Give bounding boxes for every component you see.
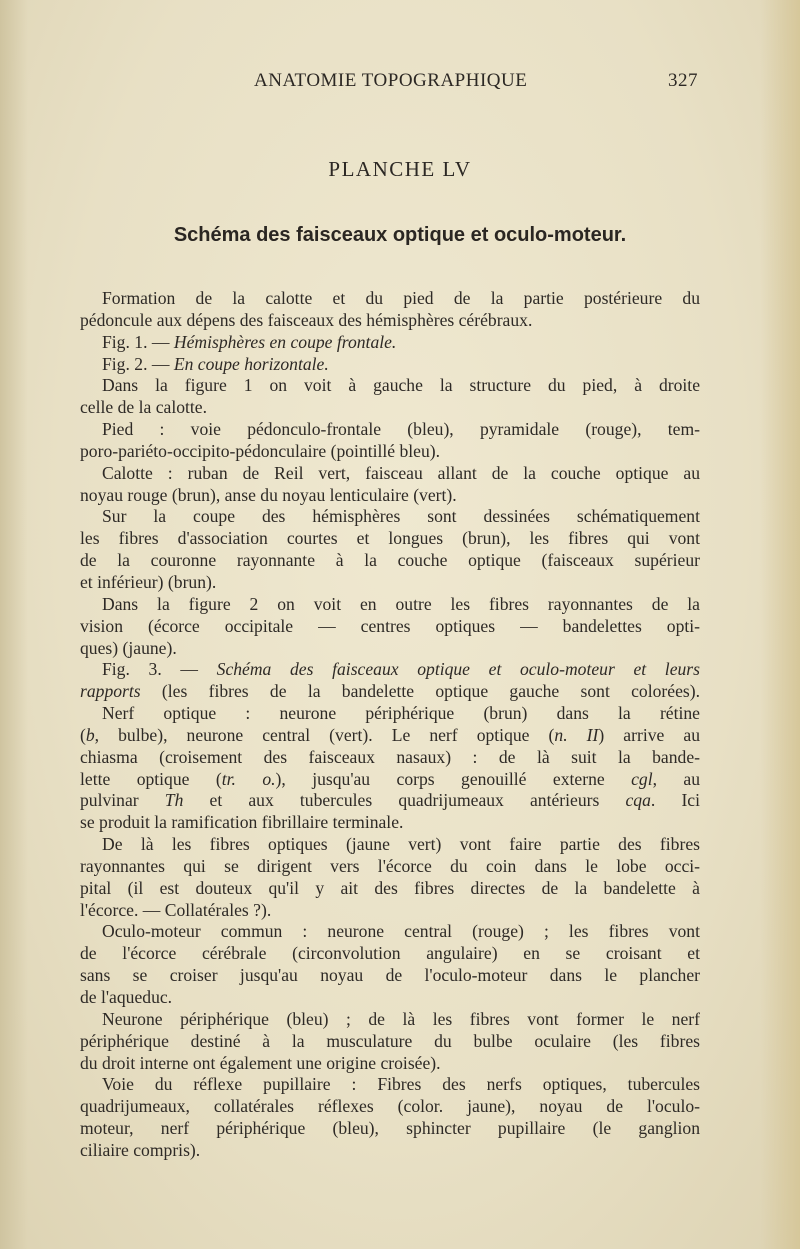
text-segment: ( (80, 724, 86, 745)
text-line: du droit interne ont également une origine croisée). (80, 1052, 441, 1073)
text-line: l'écorce. — Collatérales ?). (80, 899, 272, 920)
abbreviation: tr. o. (221, 768, 276, 789)
text-line: Neurone périphérique (bleu) ; de là les fibres vont former le nerf (102, 1008, 700, 1029)
abbreviation: Th (164, 790, 184, 811)
text-line: Voie du réflexe pupillaire : Fibres des nerfs optiques, tubercules (102, 1074, 700, 1095)
text-line (80, 769, 700, 791)
text-segment: lette optique ( (80, 768, 222, 789)
running-title: ANATOMIE TOPOGRAPHIQUE (254, 70, 528, 91)
text-line: de l'écorce cérébrale (circonvolution angulaire) en se croisant et (80, 943, 700, 964)
page-number: 327 (668, 70, 698, 91)
abbreviation: cqa (625, 790, 651, 811)
fig-caption: rapports (80, 681, 141, 702)
text-line: et inférieur) (brun). (80, 571, 217, 592)
text-segment: . Ici (650, 790, 700, 811)
plate-title: PLANCHE LV (328, 157, 472, 181)
text-line: Oculo-moteur commun : neurone central (rouge) ; les fibres vont (102, 921, 700, 942)
text-line: noyau rouge (brun), anse du noyau lenticulaire (vert). (80, 484, 457, 505)
text-line: pédoncule aux dépens des faisceaux des hémisphères cérébraux. (80, 309, 533, 330)
text-line: moteur, nerf périphérique (bleu), sphincter pupillaire (le ganglion (80, 1118, 700, 1139)
abbreviation: cgl (631, 768, 653, 789)
text-segment: ), jusqu'au corps genouillé externe (275, 768, 632, 789)
fig-caption: En coupe horizontale. (173, 353, 329, 374)
body-text (80, 288, 700, 1162)
text-line: Sur la coupe des hémisphères sont dessinées schématiquement (102, 506, 700, 527)
text-segment: , bulbe), neurone central (vert). Le nerf optique ( (94, 724, 555, 745)
abbreviation: n. II (554, 724, 599, 745)
text-line: Dans la figure 2 on voit en outre les fibres rayonnantes de la (102, 593, 700, 614)
text-line: chiasma (croisement des faisceaux nasaux) : de là suit la bande- (80, 746, 700, 767)
text-line: de la couronne rayonnante à la couche optique (faisceaux supérieur (80, 550, 700, 571)
text-line: les fibres d'association courtes et longues (brun), les fibres qui vont (80, 528, 700, 549)
text-segment: pulvinar (80, 790, 165, 811)
text-line: vision (écorce occipitale — centres optiques — bandelettes opti- (80, 615, 700, 636)
fig-caption: Hémisphères en coupe frontale. (173, 331, 397, 352)
text-line (80, 790, 700, 812)
figure-caption-line (80, 681, 700, 703)
text-segment: (les fibres de la bandelette optique gauche sont colorées). (140, 681, 700, 702)
text-line: poro-pariéto-occipito-pédonculaire (pointillé bleu). (80, 440, 441, 461)
text-line: quadrijumeaux, collatérales réflexes (color. jaune), noyau de l'oculo- (80, 1096, 700, 1117)
text-line: se produit la ramification fibrillaire terminale. (80, 812, 404, 833)
text-line: Formation de la calotte et du pied de la partie postérieure du (102, 288, 700, 308)
text-line: Dans la figure 1 on voit à gauche la structure du pied, à droite (102, 375, 700, 396)
text-line: périphérique destiné à la musculature du bulbe oculaire (les fibres (80, 1030, 700, 1051)
text-line: Pied : voie pédonculo-frontale (bleu), pyramidale (rouge), tem- (102, 419, 700, 440)
text-line: celle de la calotte. (80, 397, 207, 418)
fig-label: Fig. 3. — (102, 659, 217, 680)
text-line: De là les fibres optiques (jaune vert) vont faire partie des fibres (102, 834, 700, 855)
fig-label: Fig. 1. — (102, 331, 174, 352)
text-line: rayonnantes qui se dirigent vers l'écorce du coin dans le lobe occi- (80, 855, 700, 876)
text-line: ques) (jaune). (80, 637, 177, 658)
figure-caption-line (80, 332, 700, 354)
figure-caption-line (80, 354, 700, 376)
text-line: de l'aqueduc. (80, 987, 173, 1007)
text-line (80, 725, 700, 747)
fig-label: Fig. 2. — (102, 353, 174, 374)
text-segment: et aux tubercules quadrijumeaux antérieurs (183, 790, 626, 811)
text-line: pital (il est douteux qu'il y ait des fibres directes de la bandelette à (80, 877, 700, 898)
text-line: Nerf optique : neurone périphérique (brun) dans la rétine (102, 703, 700, 724)
text-segment: ) arrive au (598, 724, 700, 745)
running-head (82, 70, 698, 100)
abbreviation: b (85, 724, 95, 745)
fig-caption: Schéma des faisceaux optique et oculo-moteur et leurs (216, 659, 700, 680)
section-heading: Schéma des faisceaux optique et oculo-moteur. (173, 224, 627, 246)
figure-caption-line (80, 659, 700, 681)
text-line: ciliaire compris). (80, 1139, 201, 1160)
text-segment: , au (652, 768, 701, 789)
text-line: sans se croiser jusqu'au noyau de l'oculo-moteur dans le plancher (80, 965, 700, 986)
text-line: Calotte : ruban de Reil vert, faisceau allant de la couche optique au (102, 462, 700, 483)
